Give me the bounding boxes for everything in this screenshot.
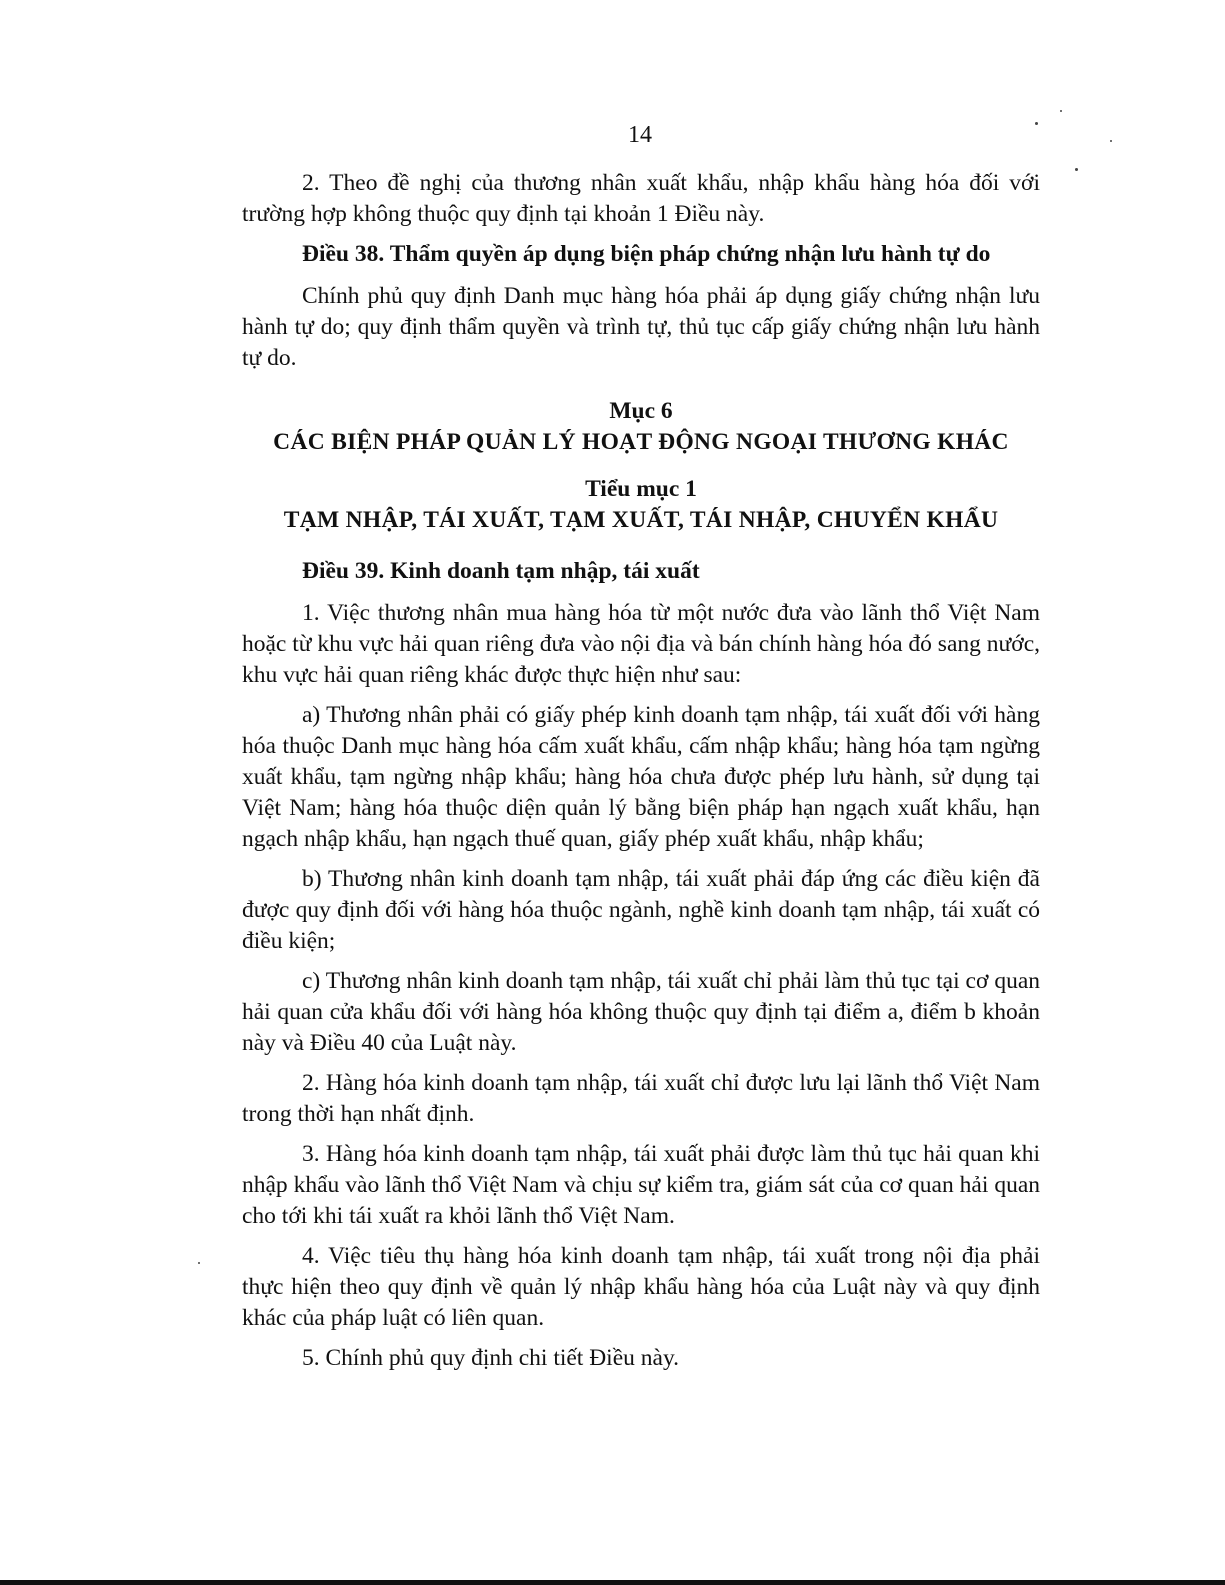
paragraph-clause-2: 2. Theo đề nghị của thương nhân xuất khẩu, nhập khẩu hàng hóa đối với trường hợp không thuộc quy định tại khoản 1 Điều này. — [242, 170, 1040, 227]
paragraph-clause-1: 1. Việc thương nhân mua hàng hóa từ một nước đưa vào lãnh thổ Việt Nam hoặc từ khu vực hải quan riêng đưa vào nội địa và bán chính hàng hóa đó sang nước, khu vực hải quan riêng khác được thực hiện như sau: — [242, 600, 1040, 688]
subsection-title: TẠM NHẬP, TÁI XUẤT, TẠM XUẤT, TÁI NHẬP, CHUYỂN KHẨU — [283, 507, 999, 533]
scan-speck — [198, 1262, 200, 1264]
paragraph-clause-2-art39: 2. Hàng hóa kinh doanh tạm nhập, tái xuất chỉ được lưu lại lãnh thổ Việt Nam trong thời hạn nhất định. — [242, 1070, 1040, 1127]
page-number: 14 — [628, 122, 652, 148]
article-38-heading: Điều 38. Thẩm quyền áp dụng biện pháp chứng nhận lưu hành tự do — [302, 241, 991, 267]
scan-speck — [1035, 122, 1038, 125]
article-39-heading: Điều 39. Kinh doanh tạm nhập, tái xuất — [302, 558, 700, 584]
scan-speck — [1110, 140, 1112, 142]
paragraph-article-38: Chính phủ quy định Danh mục hàng hóa phải áp dụng giấy chứng nhận lưu hành tự do; quy định thẩm quyền và trình tự, thủ tục cấp giấy chứng nhận lưu hành tự do. — [242, 283, 1040, 371]
scan-border — [0, 1580, 1225, 1585]
paragraph-point-c: c) Thương nhân kinh doanh tạm nhập, tái xuất chỉ phải làm thủ tục tại cơ quan hải quan cửa khẩu đối với hàng hóa không thuộc quy định tại điểm a, điểm b khoản này và Điều 40 của Luật này. — [242, 968, 1040, 1056]
scan-speck — [1075, 168, 1078, 171]
paragraph-point-b: b) Thương nhân kinh doanh tạm nhập, tái xuất phải đáp ứng các điều kiện đã được quy định đối với hàng hóa thuộc ngành, nghề kinh doanh tạm nhập, tái xuất có điều kiện; — [242, 866, 1040, 954]
paragraph-clause-5: 5. Chính phủ quy định chi tiết Điều này. — [302, 1345, 680, 1371]
document-body — [242, 168, 1040, 1383]
subsection-label: Tiểu mục 1 — [585, 476, 697, 502]
section-title: CÁC BIỆN PHÁP QUẢN LÝ HOẠT ĐỘNG NGOẠI THƯƠNG KHÁC — [273, 429, 1009, 455]
section-label: Mục 6 — [609, 398, 673, 424]
paragraph-clause-3: 3. Hàng hóa kinh doanh tạm nhập, tái xuất phải được làm thủ tục hải quan khi nhập khẩu vào lãnh thổ Việt Nam và chịu sự kiểm tra, giám sát của cơ quan hải quan cho tới khi tái xuất ra khỏi lãnh thổ Việt Nam. — [242, 1141, 1040, 1229]
scan-speck — [1060, 110, 1062, 112]
paragraph-point-a: a) Thương nhân phải có giấy phép kinh doanh tạm nhập, tái xuất đối với hàng hóa thuộc Danh mục hàng hóa cấm xuất khẩu, cấm nhập khẩu; hàng hóa tạm ngừng xuất khẩu, tạm ngừng nhập khẩu; hàng hóa chưa được phép lưu hành, sử dụng tại Việt Nam; hàng hóa thuộc diện quản lý bằng biện pháp hạn ngạch xuất khẩu, hạn ngạch nhập khẩu, hạn ngạch thuế quan, giấy phép xuất khẩu, nhập khẩu; — [242, 702, 1040, 852]
paragraph-clause-4: 4. Việc tiêu thụ hàng hóa kinh doanh tạm nhập, tái xuất trong nội địa phải thực hiện theo quy định về quản lý nhập khẩu hàng hóa của Luật này và quy định khác của pháp luật có liên quan. — [242, 1243, 1040, 1331]
